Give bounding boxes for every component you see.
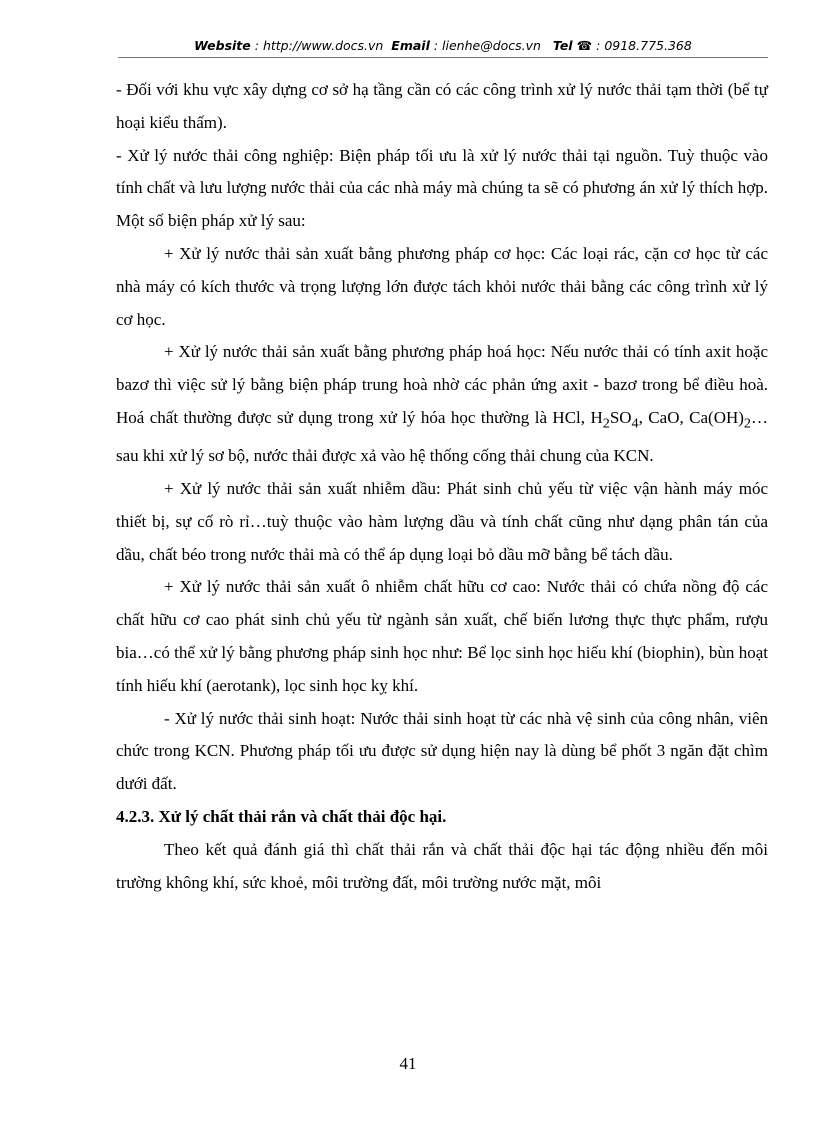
email-label: Email bbox=[391, 38, 430, 53]
chemical-text: + Xử lý nước thải sản xuất bằng phương pháp hoá học: Nếu nước thải có tính axit hoặc bazơ thì việc sử lý bằng biện pháp trung hoà nhờ các phản ứng axit - bazơ trong bể điều hoà. Hoá chất thường được sử dụng trong xử lý hóa học thường là HCl, bbox=[116, 342, 768, 427]
tel-number: 0918.775.368 bbox=[604, 38, 692, 53]
chemical-tail: …sau khi xử lý sơ bộ, nước thải được xả vào hệ thống cống thải chung của KCN. bbox=[116, 407, 768, 466]
paragraph-organic: + Xử lý nước thải sản xuất ô nhiễm chất hữu cơ cao: Nước thải có chứa nồng độ các chất hữu cơ cao phát sinh chủ yếu từ ngành sản xuất, chế biến lương thực thực phẩm, rượu bia…có thể xử lý bằng phương pháp sinh học như: Bể lọc sinh học hiếu khí (biophin), bùn hoạt tính hiếu khí (aerotank), lọc sinh học kỵ khí. bbox=[116, 577, 768, 695]
tel-label: Tel bbox=[552, 38, 573, 53]
website-sep: : bbox=[250, 38, 263, 53]
page-header bbox=[118, 38, 768, 53]
tel-sep: : bbox=[592, 38, 605, 53]
paragraph-chemical bbox=[116, 336, 768, 473]
formula-rest: , CaO, $Ca(OH)_2$ bbox=[638, 407, 751, 432]
paragraph-oil: + Xử lý nước thải sản xuất nhiễm dầu: Phát sinh chủ yếu từ việc vận hành máy móc thiết bị, sự cố rò rỉ…tuỳ thuộc vào hàm lượng dầu và tính chất cũng như dạng phân tán của dầu, chất béo trong nước thải mà có thể áp dụng loại bỏ dầu mỡ bằng bể tách dầu. bbox=[116, 478, 768, 564]
email-address[interactable]: lienhe@docs.vn bbox=[442, 38, 541, 53]
formula-h2so4: $H_2SO_4$ bbox=[590, 407, 639, 432]
paragraph-construction: - Đối với khu vực xây dựng cơ sở hạ tầng cần có các công trình xử lý nước thải tạm thời (bể tự hoại kiểu thấm). bbox=[116, 80, 768, 132]
email-sep: : bbox=[429, 38, 443, 53]
paragraph-mechanical: + Xử lý nước thải sản xuất bằng phương pháp cơ học: Các loại rác, cặn cơ học từ các nhà máy có kích thước và trọng lượng lớn được tách khỏi nước thải bằng các công trình xử lý cơ học. bbox=[116, 243, 768, 329]
paragraph-solid-waste: Theo kết quả đánh giá thì chất thải rắn và chất thải độc hại tác động nhiều đến môi trường không khí, sức khoẻ, môi trường đất, môi trường nước mặt, môi bbox=[116, 839, 768, 892]
website-label: Website bbox=[194, 38, 251, 53]
section-heading: 4.2.3. Xử lý chất thải rắn và chất thải độc hại. bbox=[116, 806, 447, 826]
header-rule bbox=[118, 57, 768, 58]
paragraph-industrial: - Xử lý nước thải công nghiệp: Biện pháp tối ưu là xử lý nước thải tại nguồn. Tuỳ thuộc vào tính chất và lưu lượng nước thải của các nhà máy mà chúng ta sẽ có phương án xử lý thích hợp. Một số biện pháp xử lý sau: bbox=[116, 145, 768, 231]
document-body bbox=[116, 74, 768, 899]
website-url[interactable]: http://www.docs.vn bbox=[262, 38, 384, 53]
page-number: 41 bbox=[399, 1054, 417, 1073]
paragraph-domestic: - Xử lý nước thải sinh hoạt: Nước thải sinh hoạt từ các nhà vệ sinh của công nhân, viên chức trong KCN. Phương pháp tối ưu được sử dụng hiện nay là dùng bể phốt 3 ngăn đặt chìm dưới đất. bbox=[116, 708, 768, 794]
phone-icon: ☎ bbox=[576, 38, 593, 53]
